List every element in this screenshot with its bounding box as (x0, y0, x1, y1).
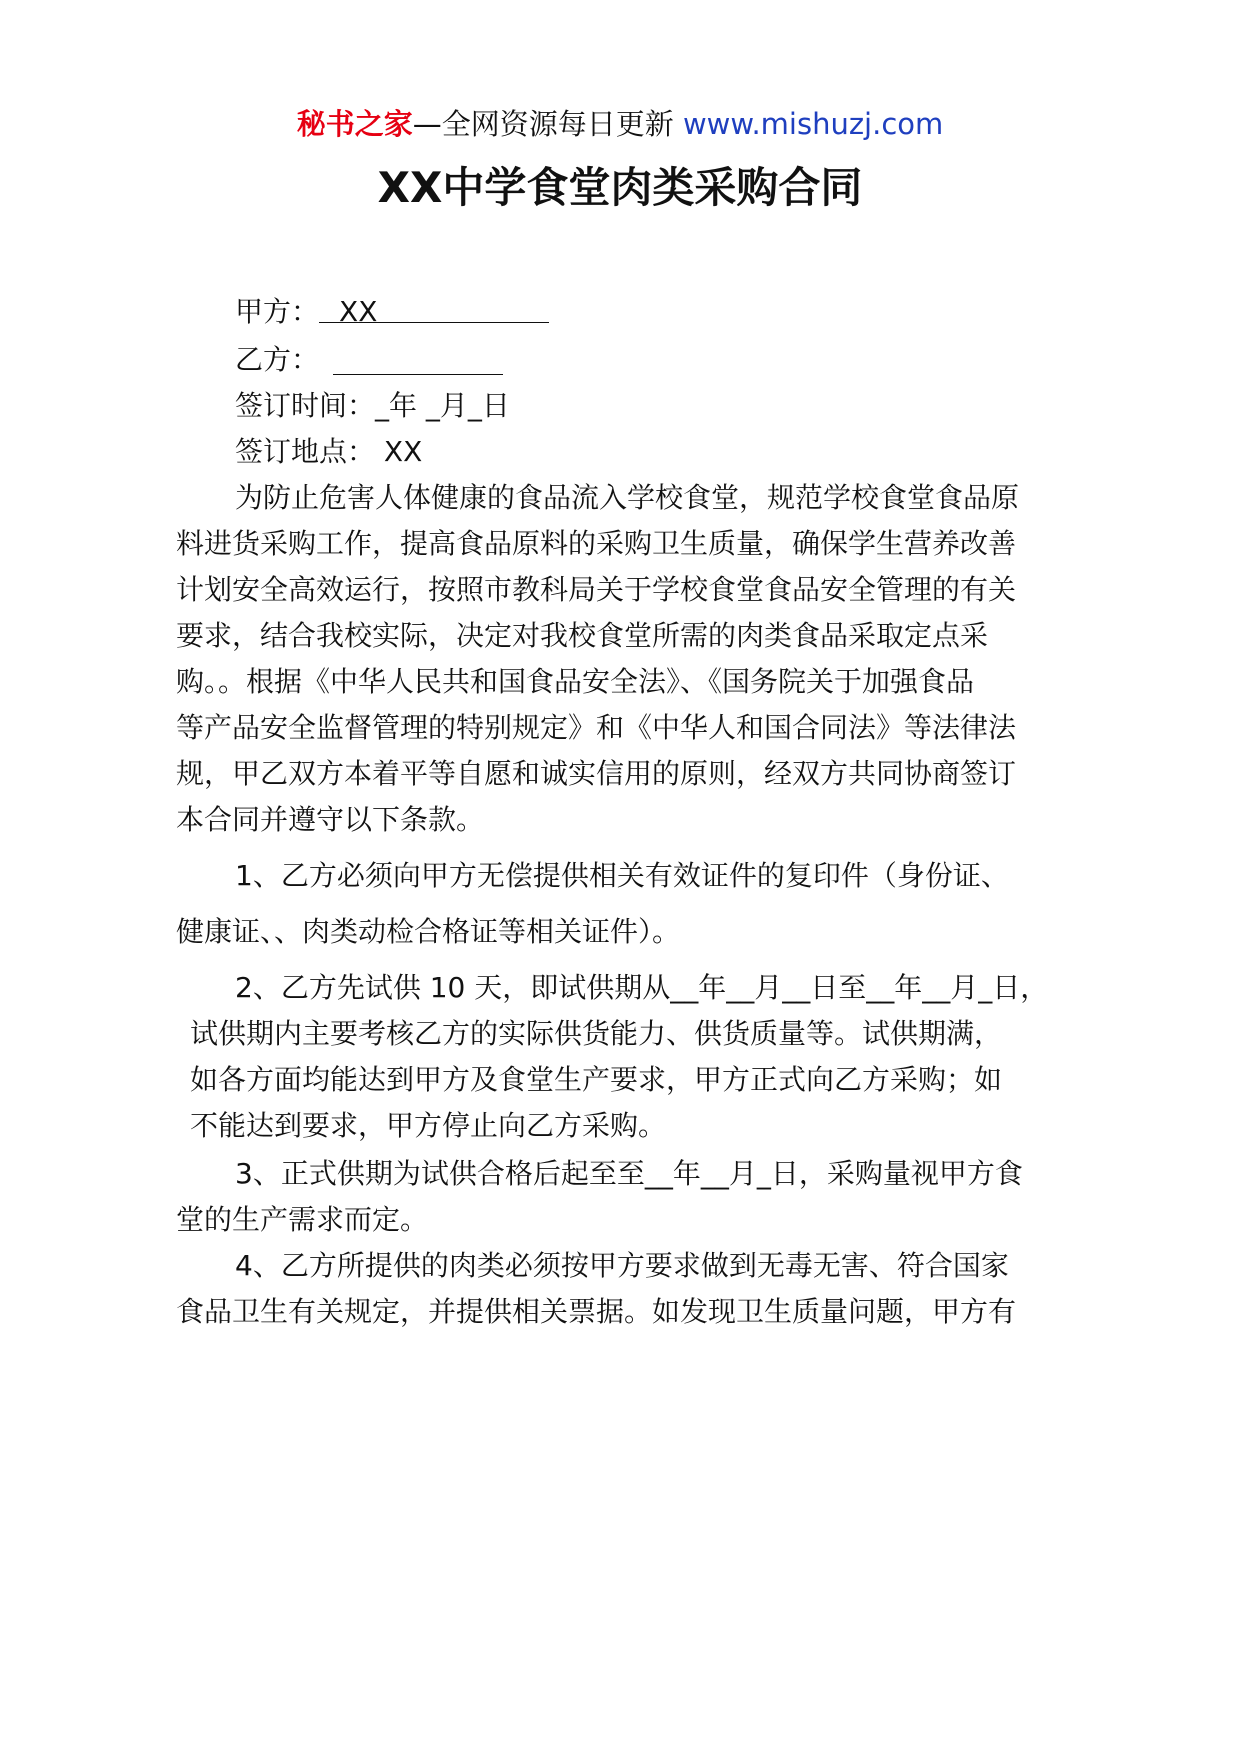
header-tagline: —全网资源每日更新 (412, 107, 674, 141)
clause-line: 健康证、、肉类动检合格证等相关证件）。 (176, 915, 681, 948)
site-header (0, 102, 1240, 146)
page-title: XX中学食堂肉类采购合同 (377, 163, 863, 212)
paragraph-line: 料进货采购工作，提高食品原料的采购卫生质量，确保学生营养改善 (176, 527, 1017, 560)
party-b-field (333, 344, 503, 375)
paragraph-line: 规，甲乙双方本着平等自愿和诚实信用的原则，经双方共同协商签订 (176, 757, 1017, 790)
clause-line: 2、乙方先试供 10 天，即试供期从__年__月__日至__年__月_日， (235, 971, 1049, 1004)
sign-place-line: 签订地点： XX (235, 435, 423, 468)
party-a-value: XX (339, 295, 378, 328)
party-b-label: 乙方： (235, 343, 320, 376)
clause-line: 1、乙方必须向甲方无偿提供相关有效证件的复印件（身份证、 (235, 859, 1009, 892)
brand-name: 秘书之家 (296, 107, 413, 141)
paragraph-line: 计划安全高效运行，按照市教科局关于学校食堂食品安全管理的有关 (176, 573, 1017, 606)
party-b-line (235, 340, 503, 380)
paragraph-line: 要求，结合我校实际，决定对我校食堂所需的肉类食品采取定点采 (176, 619, 989, 652)
clause-line: 不能达到要求，甲方停止向乙方采购。 (190, 1109, 667, 1142)
clause-line: 试供期内主要考核乙方的实际供货能力、供货质量等。试供期满， (190, 1017, 1003, 1050)
party-a-field (319, 292, 549, 328)
party-a-label: 甲方： (235, 295, 320, 328)
party-a-line (235, 292, 549, 332)
paragraph-line: 为防止危害人体健康的食品流入学校食堂，规范学校食堂食品原 (235, 481, 1020, 514)
clause-line: 堂的生产需求而定。 (176, 1203, 429, 1236)
site-url-link[interactable]: www.mishuzj.com (682, 107, 944, 141)
paragraph-line: 等产品安全监督管理的特别规定》和《中华人和国合同法》等法律法 (176, 711, 1017, 744)
clause-line: 4、乙方所提供的肉类必须按甲方要求做到无毒无害、符合国家 (235, 1249, 1009, 1282)
clause-line: 3、正式供期为试供合格后起至至__年__月_日，采购量视甲方食 (235, 1157, 1023, 1190)
sign-time-line: 签订时间：_年 _月_日 (235, 389, 510, 422)
clause-line: 如各方面均能达到甲方及食堂生产要求，甲方正式向乙方采购；如 (190, 1063, 1003, 1096)
paragraph-line: 本合同并遵守以下条款。 (176, 803, 485, 836)
paragraph-line: 购。。根据《中华人民共和国食品安全法》、《国务院关于加强食品 (176, 665, 975, 698)
clause-line: 食品卫生有关规定，并提供相关票据。如发现卫生质量问题，甲方有 (176, 1295, 1017, 1328)
